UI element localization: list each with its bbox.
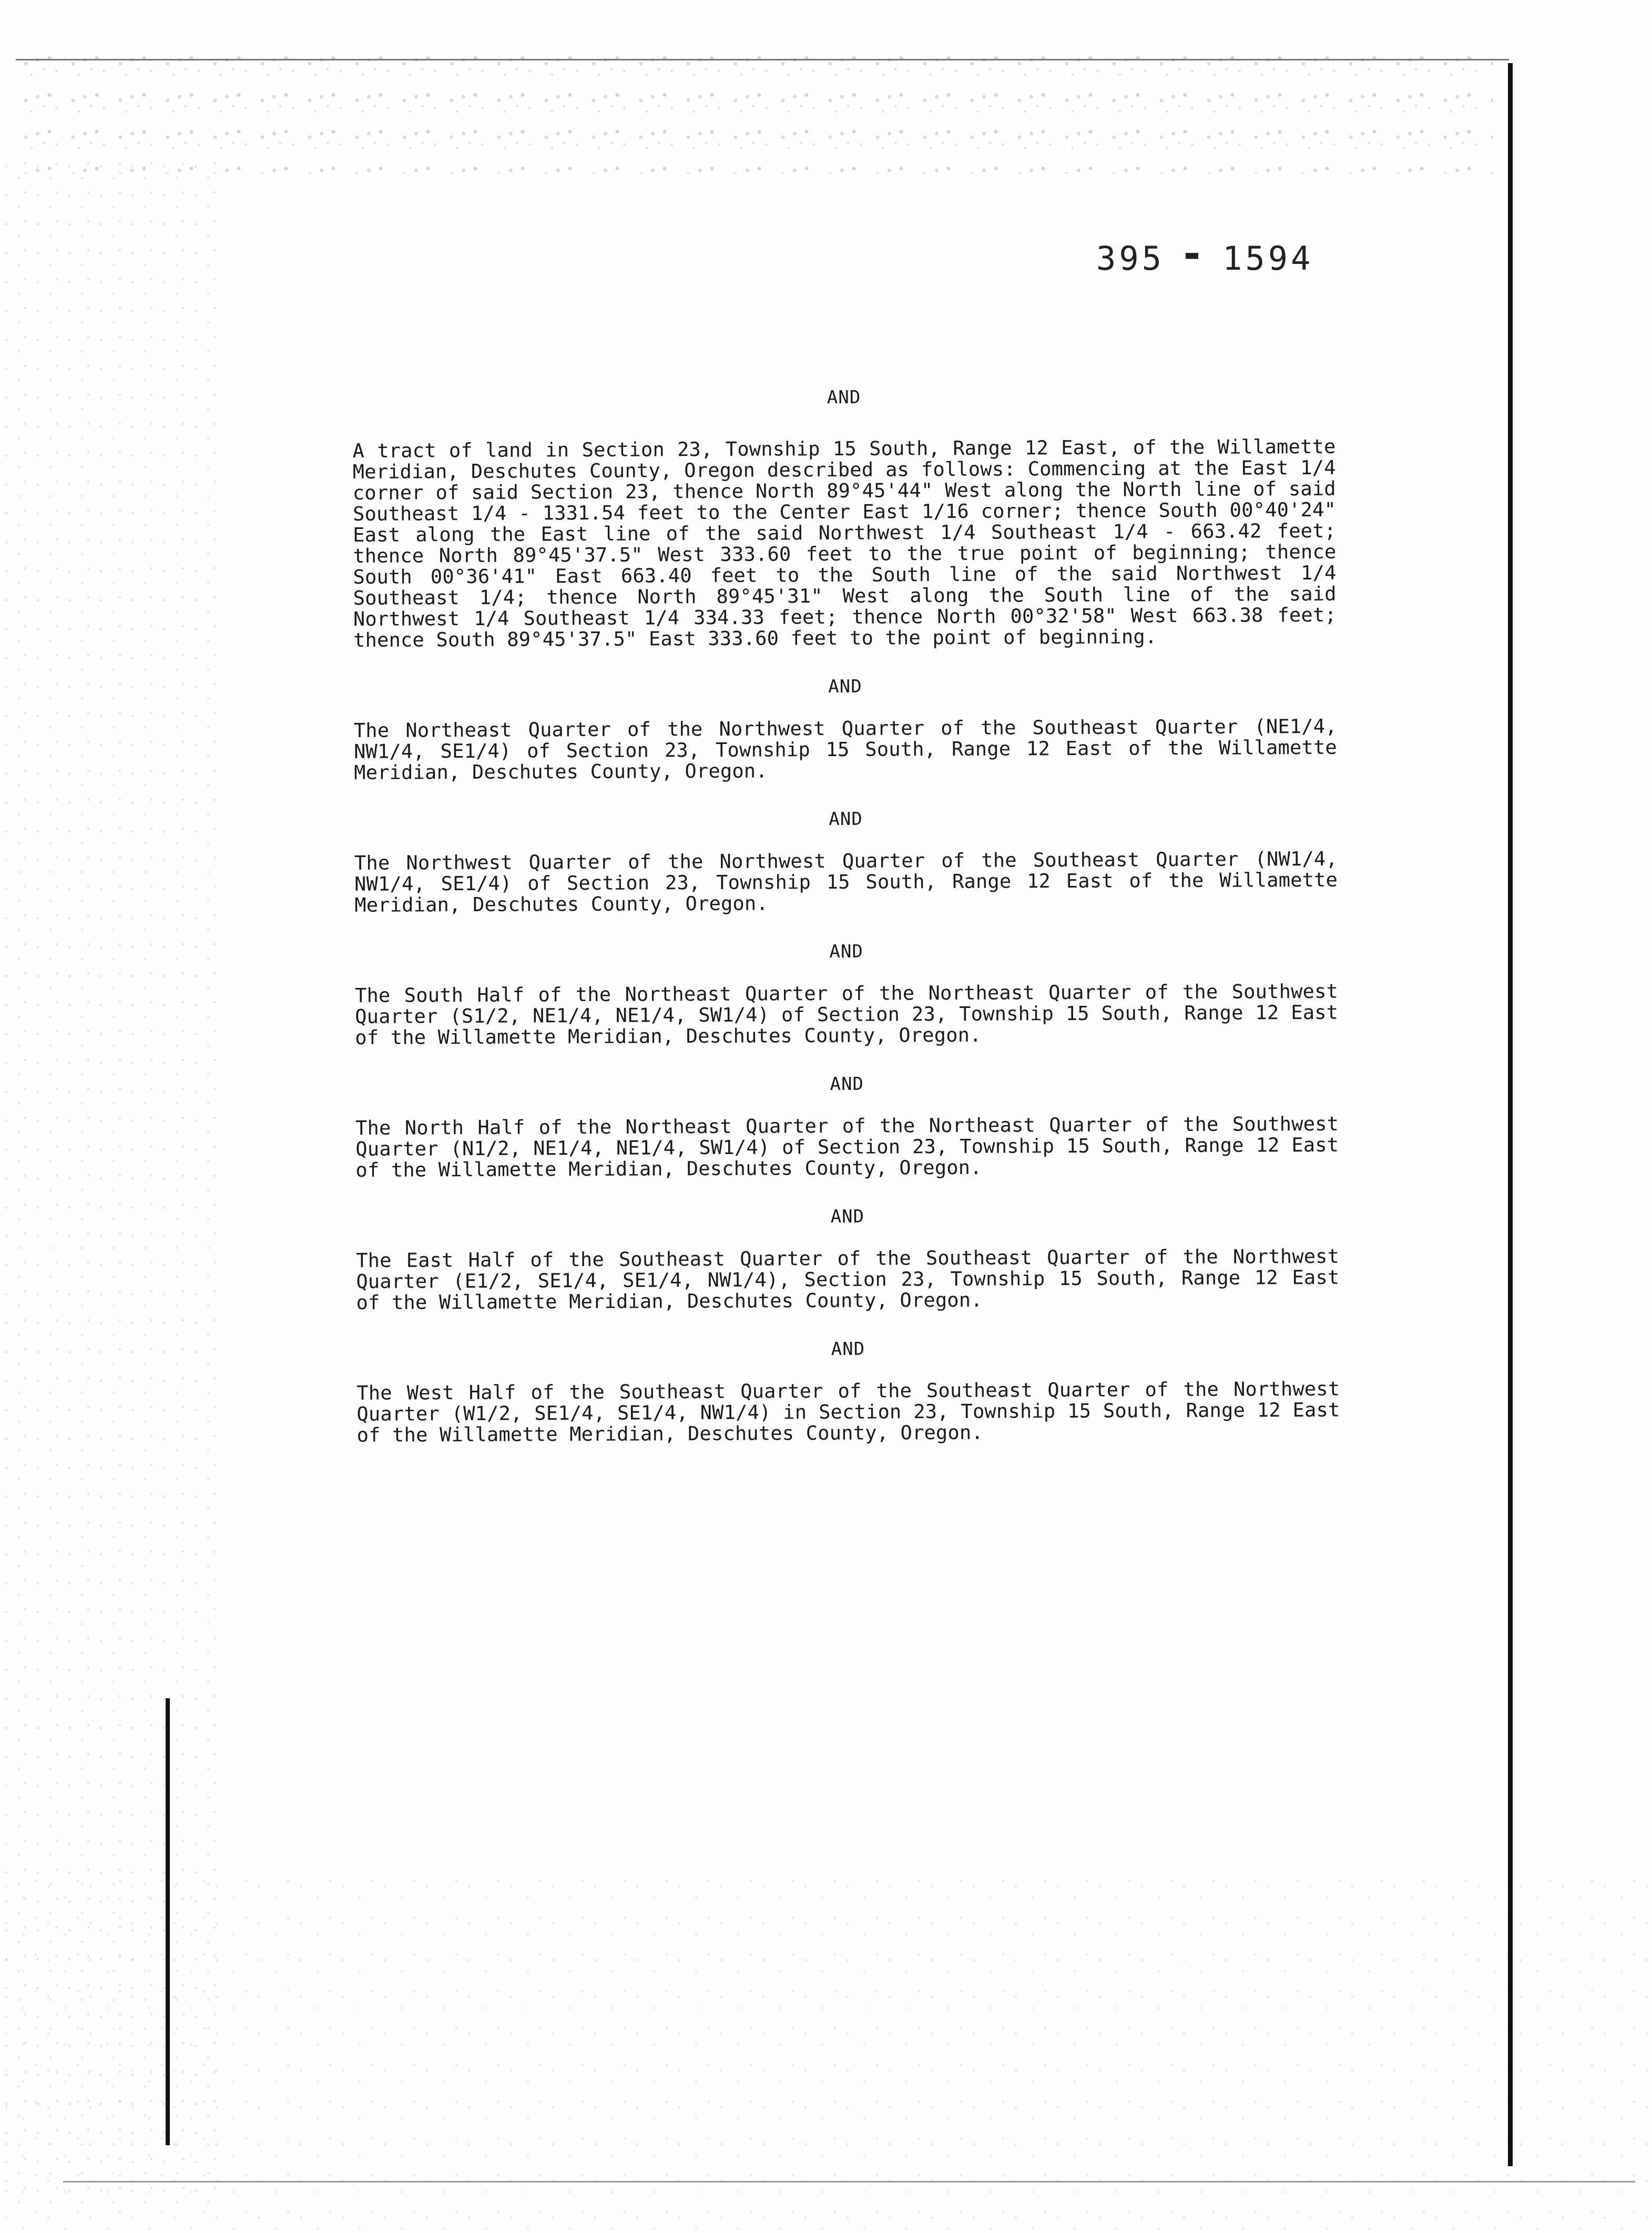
left-border-rule	[166, 1698, 170, 2145]
scan-speckle-top	[21, 53, 1493, 174]
parcel-description: The North Half of the Northeast Quarter of the Northeast Quarter of the Southwest Quarter (N1/2, NE1/4, NE1/4, SW1/4) of Section 23, Township 15 South, Range 12 East of the Willamette Meridian, Deschutes County, Oregon.	[355, 1112, 1339, 1181]
right-border-rule	[1508, 63, 1513, 2166]
parcel-block	[356, 1337, 1340, 1446]
parcel-block	[354, 807, 1338, 916]
legal-description	[352, 385, 1340, 1446]
parcel-description: The West Half of the Southeast Quarter of the Southeast Quarter of the Northwest Quarter (W1/2, SE1/4, SE1/4, NW1/4) in Section 23, Township 15 South, Range 12 East of the Willamette Meridian, Deschutes County, Oregon.	[356, 1377, 1340, 1446]
parcel-block	[355, 1072, 1339, 1181]
page-bottom-edge	[63, 2181, 1635, 2183]
and-separator: AND	[830, 1073, 864, 1095]
page-reference	[1096, 239, 1313, 278]
parcel-block	[352, 385, 1337, 651]
parcel-description: The East Half of the Southeast Quarter of the Southeast Quarter of the Northwest Quarter (E1/2, SE1/4, SE1/4, NW1/4), Section 23, Township 15 South, Range 12 East of the Willamette Meridian, Deschutes County, Oregon.	[356, 1245, 1340, 1314]
and-separator: AND	[829, 941, 863, 963]
and-separator: AND	[828, 676, 862, 698]
scan-speckle-bottom	[0, 1872, 1652, 2233]
and-separator: AND	[827, 386, 861, 409]
parcel-block	[355, 939, 1339, 1048]
parcel-block	[353, 674, 1337, 783]
page-top-edge	[16, 59, 1509, 60]
parcel-description: A tract of land in Section 23, Township 15 South, Range 12 East, of the Willamette Meridian, Deschutes County, Oregon described as follows: Commencing at the East 1/4 corner of said Section 23, thence North 89°45'44" West along the North line of said Southeast 1/4 - 1331.54 feet to the Center East 1/16 corner; thence South 00°40'24" East along the East line of the said Northwest 1/4 Southeast 1/4 - 663.42 feet; thence North 89°45'37.5" West 333.60 feet to the true point of beginning; thence South 00°36'41" East 663.40 feet to the South line of the said Northwest 1/4 Southeast 1/4; thence North 89°45'31" West along the South line of the said Northwest 1/4 Southeast 1/4 334.33 feet; thence North 00°32'58" West 663.38 feet; thence South 89°45'37.5" East 333.60 feet to the point of beginning.	[352, 435, 1337, 651]
parcel-description: The Northeast Quarter of the Northwest Quarter of the Southeast Quarter (NE1/4, NW1/4, SE1/4) of Section 23, Township 15 South, Range 12 East of the Willamette Meridian, Deschutes County, Oregon.	[353, 715, 1338, 784]
parcel-description: The Northwest Quarter of the Northwest Quarter of the Southeast Quarter (NW1/4, NW1/4, SE1/4) of Section 23, Township 15 South, Range 12 East of the Willamette Meridian, Deschutes County, Oregon.	[354, 847, 1338, 916]
and-separator: AND	[829, 808, 863, 830]
page-reference-separator: ▬	[1185, 242, 1202, 267]
and-separator: AND	[831, 1338, 865, 1360]
parcel-block	[356, 1204, 1340, 1313]
parcel-description: The South Half of the Northeast Quarter of the Northeast Quarter of the Southwest Quarter (S1/2, NE1/4, NE1/4, SW1/4) of Section 23, Township 15 South, Range 12 East of the Willamette Meridian, Deschutes County, Oregon.	[354, 980, 1339, 1049]
page-number: 1594	[1222, 239, 1314, 278]
and-separator: AND	[830, 1206, 865, 1228]
book-number: 395	[1096, 239, 1165, 278]
